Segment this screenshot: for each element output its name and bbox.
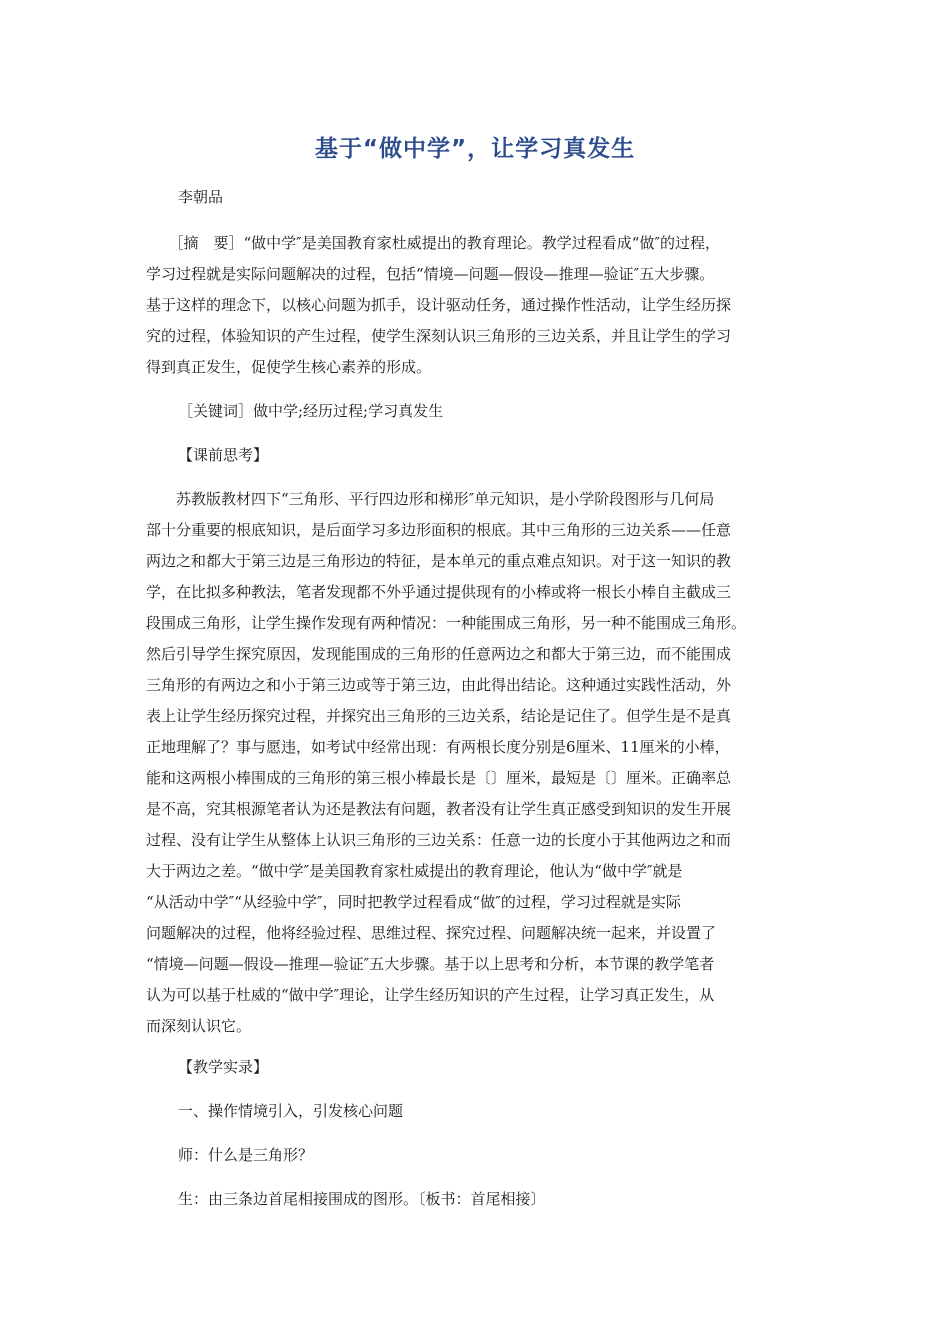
body-line: 三角形的有两边之和小于第三边或等于第三边，由此得出结论。这种通过实践性活动，外 [146,676,732,694]
body-line: 是不高，究其根源笔者认为还是教法有问题，教者没有让学生真正感受到知识的发生开展 [146,800,732,818]
abstract-line: 究的过程，体验知识的产生过程，使学生深刻认识三角形的三边关系，并且让学生的学习 [146,327,732,345]
body-line: 大于两边之差。“做中学″是美国教育家杜威提出的教育理论，他认为“做中学″就是 [146,862,683,880]
body-line: 问题解决的过程，他将经验过程、思维过程、探究过程、问题解决统一起来，并设置了 [146,924,717,942]
abstract-paragraph [146,228,808,383]
dialog-student: 生：由三条边首尾相接围成的图形。〔板书：首尾相接〕 [178,1190,546,1208]
dialog-teacher: 师：什么是三角形？ [178,1146,314,1164]
body-line: “从活动中学″“从经验中学″，同时把教学过程看成“做″的过程，学习过程就是实际 [146,893,681,911]
body-line: 段围成三角形，让学生操作发现有两种情况：一种能围成三角形，另一种不能围成三角形。 [146,614,747,632]
section-heading-record: 【教学实录】 [178,1058,269,1076]
body-line: 而深刻认识它。 [146,1017,252,1035]
body-line: “情境—问题—假设—推理—验证″五大步骤。基于以上思考和分析，本节课的教学笔者 [146,955,715,973]
body-paragraph [146,484,808,1042]
body-line: 部十分重要的根底知识，是后面学习多边形面积的根底。其中三角形的三边关系——任意 [146,521,732,539]
body-line: 过程、没有让学生从整体上认识三角形的三边关系：任意一边的长度小于其他两边之和而 [146,831,732,849]
body-line: 两边之和都大于第三边是三角形边的特征，是本单元的重点难点知识。对于这一知识的教 [146,552,732,570]
keywords-line: ［关键词］做中学;经历过程;学习真发生 [178,402,444,420]
section-heading-preclass: 【课前思考】 [178,446,269,464]
author-name: 李朝品 [178,188,224,206]
abstract-line: 得到真正发生，促使学生核心素养的形成。 [146,358,432,376]
abstract-line: 基于这样的理念下，以核心问题为抓手，设计驱动任务，通过操作性活动，让学生经历探 [146,296,732,314]
body-line: 能和这两根小棒围成的三角形的第三根小棒最长是〔〕厘米，最短是〔〕厘米。正确率总 [146,769,732,787]
abstract-line: ［摘 要］“做中学″是美国教育家杜威提出的教育理论。教学过程看成“做″的过程， [146,234,721,252]
document-title: 基于“做中学”，让学习真发生 [314,136,636,162]
body-line: 学，在比拟多种教法，笔者发现都不外乎通过提供现有的小棒或将一根长小棒自主截成三 [146,583,732,601]
body-line: 正地理解了？事与愿违，如考试中经常出现：有两根长度分别是6厘米、11厘米的小棒， [146,738,730,756]
body-line: 苏教版教材四下“三角形、平行四边形和梯形″单元知识，是小学阶段图形与几何局 [146,490,715,508]
body-line: 表上让学生经历探究过程，并探究出三角形的三边关系，结论是记住了。但学生是不是真 [146,707,732,725]
subsection-heading: 一、操作情境引入，引发核心问题 [178,1102,404,1120]
body-line: 然后引导学生探究原因，发现能围成的三角形的任意两边之和都大于第三边，而不能围成 [146,645,732,663]
body-line: 认为可以基于杜威的“做中学″理论，让学生经历知识的产生过程，让学习真正发生，从 [146,986,715,1004]
abstract-line: 学习过程就是实际问题解决的过程，包括“情境—问题—假设—推理—验证″五大步骤。 [146,265,715,283]
